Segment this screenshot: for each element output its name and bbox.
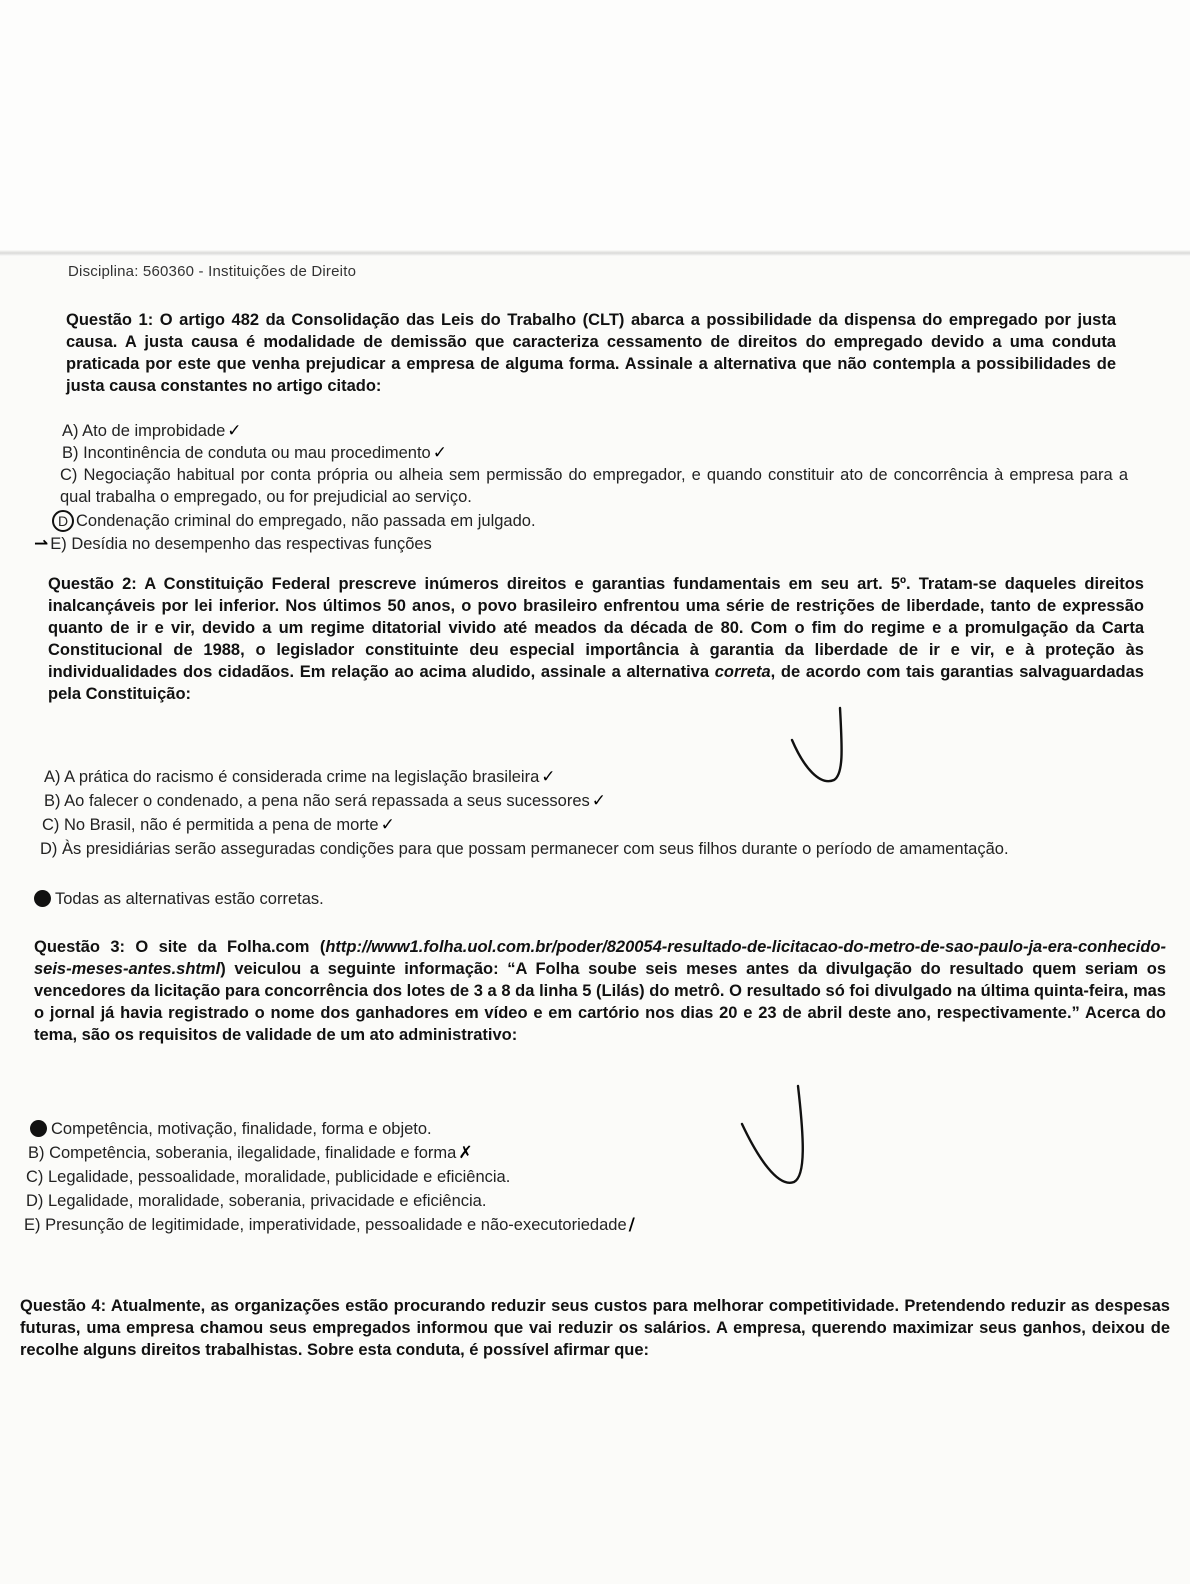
q3-option-e-text: E) Presunção de legitimidade, imperatividade, pessoalidade e não-executoriedade [24,1216,627,1234]
q2-option-a-text: A) A prática do racismo é considerada crime na legislação brasileira [44,768,540,786]
question-3-label: Questão 3: [34,938,126,956]
q3-option-c-text: C) Legalidade, pessoalidade, moralidade, publicidade e eficiência. [26,1168,511,1186]
question-3-url[interactable]: http://www1.folha.uol.com.br/poder/820054-resultado-de-licitacao-do-metro-de-sao-paulo-ja-era-conhecido-seis-meses-antes.shtml [34,938,1166,978]
question-1-text: O artigo 482 da Consolidação das Leis do Trabalho (CLT) abarca a possibilidade da dispensa do empregado por justa causa. A justa causa é modalidade de demissão que caracteriza cessamento de direitos do empregado devido a uma conduta praticada por este que venha prejudicar a empresa de alguma forma. Assinale a alternativa que não contempla a possibilidades de justa causa constantes no artigo citado: [66,311,1117,395]
q1-option-b-text: B) Incontinência de conduta ou mau procedimento [62,444,431,462]
q3-option-d[interactable] [26,1190,486,1212]
question-1-label: Questão 1: [66,311,154,329]
q3-option-a[interactable] [30,1118,432,1140]
check-mark-icon: ✓ [432,443,447,463]
q2-option-d[interactable] [40,838,1158,860]
check-mark-icon: ✓ [227,421,242,441]
cross-mark-icon: ✗ [458,1143,473,1163]
question-2-text: A Constituição Federal prescreve inúmeros direitos e garantias fundamentais em seu art. 5º. Tratam-se daqueles direitos inalcançáveis por lei inferior. Nos últimos 50 anos, o povo brasileiro enfrentou uma série de restrições de liberdade, tanto de expressão quanto de ir e vir, devido a um regime ditatorial vivido até meados da década de 80. Com o fim do regime e a promulgação da Carta Constitucional de 1988, o legislador constituinte deu especial importância à garantia da liberdade de ir e vir, e à proteção às individualidades dos cidadãos. Em relação ao acima aludido, assinale a alternativa [48,575,1144,681]
q2-option-a[interactable] [44,766,556,788]
q2-option-b-text: B) Ao falecer o condenado, a pena não será repassada a seus sucessores [44,792,590,810]
q3-option-b-text: B) Competência, soberania, ilegalidade, finalidade e forma [28,1144,457,1162]
question-4-label: Questão 4: [20,1297,107,1315]
discipline-header: Disciplina: 560360 - Instituições de Direito [68,263,357,280]
q1-option-c-text: C) Negociação habitual por conta própria ou alheia sem permissão do empregador, e quando constituir ato de concorrência à empresa para a qual trabalha o empregado, ou for prejudicial ao serviço. [60,466,1128,506]
large-check-mark-icon [740,1084,816,1192]
selected-answer-circle-icon: D [52,510,74,532]
filled-answer-bubble-icon [30,1120,47,1137]
arrow-mark-icon: ⇀ [34,534,49,554]
check-mark-icon: ✓ [380,815,395,835]
check-mark-icon: ✓ [591,791,607,811]
check-mark-icon: ✓ [541,767,556,787]
slash-mark-icon: / [628,1215,635,1235]
q1-option-c[interactable] [60,464,1128,508]
q1-option-b[interactable] [62,442,447,464]
large-check-mark-icon [790,706,860,790]
q2-option-c-text: C) No Brasil, não é permitida a pena de morte [42,816,379,834]
question-3-text: O site da Folha.com ( [135,938,326,956]
q1-option-a[interactable] [62,420,242,442]
question-2-text-end: , de acordo com tais garantias salvaguardadas pela Constituição: [48,663,1144,703]
q1-option-e-text: E) Desídia no desempenho das respectivas funções [50,535,432,553]
question-2-italic-word: correta [714,663,771,681]
q1-option-d-text: Condenação criminal do empregado, não passada em julgado. [76,512,536,530]
question-3 [34,936,1166,1046]
q2-option-e-text: Todas as alternativas estão corretas. [55,890,324,908]
q2-option-b[interactable] [44,790,606,812]
q2-option-e[interactable] [34,888,324,910]
q3-option-c[interactable] [26,1166,510,1188]
question-3-text-end: ) veiculou a seguinte informação: “A Folha soube seis meses antes da divulgação do resultado quem seriam os vencedores da licitação para concorrência dos lotes de 3 a 8 da linha 5 (Lilás) do metrô. O resultado só foi divulgado na última quinta-feira, mas o jornal já havia registrado o nome dos ganhadores em vídeo e em cartório nos dias 20 e 23 de abril deste ano, respectivamente.” Acerca do tema, são os requisitos de validade de um ato administrativo: [34,960,1166,1044]
filled-answer-bubble-icon [34,890,51,907]
q3-option-b[interactable] [28,1142,473,1164]
q2-option-d-text: D) Às presidiárias serão asseguradas condições para que possam permanecer com seus filhos durante o período de amamentação. [40,840,1009,858]
q1-option-d[interactable] [52,510,536,532]
q3-option-d-text: D) Legalidade, moralidade, soberania, privacidade e eficiência. [26,1192,487,1210]
q1-option-a-text: A) Ato de improbidade [62,422,226,440]
question-4 [20,1295,1170,1361]
q2-option-c[interactable] [42,814,395,836]
q3-option-e[interactable] [24,1214,635,1236]
question-2 [48,573,1144,705]
q3-option-a-text: Competência, motivação, finalidade, forma e objeto. [51,1120,432,1138]
question-4-text: Atualmente, as organizações estão procurando reduzir seus custos para melhorar competitividade. Pretendendo reduzir as despesas futuras, uma empresa chamou seus empregados informou que vai reduzir os salários. A empresa, querendo maximizar seus ganhos, deixou de recolhe alguns direitos trabalhistas. Sobre esta conduta, é possível afirmar que: [20,1297,1170,1359]
question-2-label: Questão 2: [48,575,137,593]
q1-option-e[interactable] [34,533,432,555]
question-1 [66,309,1116,397]
